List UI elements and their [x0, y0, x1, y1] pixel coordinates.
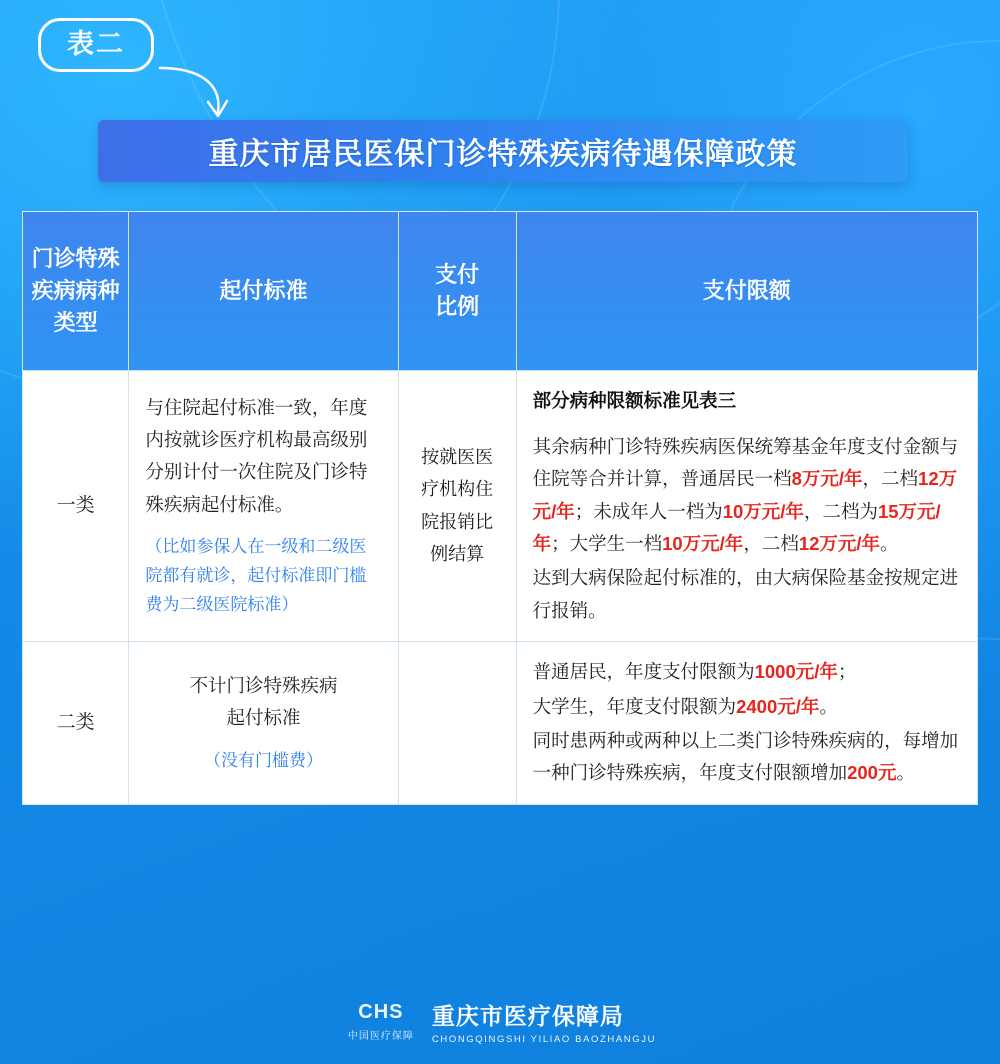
limit-paragraph-1: 其余病种门诊特殊疾病医保统筹基金年度支付金额与住院等合并计算，普通居民一档8万元/年，二档12万元/年；未成年人一档为10万元/年，二档为15万元/年；大学生一档10万元/年，二档12万元/年。 [532, 435, 959, 554]
highlight-amount: 12万元/年 [532, 468, 958, 522]
highlight-amount: 10万元/年 [662, 533, 744, 554]
deductible-note-text: （比如参保人在一级和二级医院都有就诊，起付标准即门槛费为二级医院标准） [145, 537, 367, 614]
cell-limit-class1 [516, 370, 977, 642]
curved-arrow-icon [156, 62, 236, 124]
column-header-ratio: 支付 比例 [398, 212, 516, 370]
highlight-amount: 10万元/年 [722, 500, 804, 522]
cell-ratio-class2 [398, 642, 516, 804]
badge-container [38, 18, 258, 114]
limit-paragraph-1: 普通居民，年度支付限额为1000元/年； [532, 661, 857, 683]
limit-paragraph-3: 同时患两种或两种以上二类门诊特殊疾病的，每增加一种门诊特殊疾病，年度支付限额增加200元。 [532, 729, 959, 784]
deductible-main-text: 不计门诊特殊疾病 起付标准 [189, 675, 338, 729]
table-header-row [23, 212, 977, 370]
highlight-amount: 15万元/年 [532, 500, 941, 554]
cell-type-class1: 一类 [23, 370, 129, 642]
cell-deductible-class1 [129, 370, 398, 642]
limit-title-text: 部分病种限额标准见表三 [532, 389, 737, 411]
chs-logo-icon [344, 993, 418, 1049]
cell-limit-class2 [516, 642, 977, 804]
footer-org [432, 998, 656, 1045]
column-header-deductible: 起付标准 [129, 212, 398, 370]
page-title-text: 重庆市居民医保门诊特殊疾病待遇保障政策 [208, 138, 798, 171]
column-header-type: 门诊特殊 疾病病种 类型 [23, 212, 129, 370]
chs-logo-mark: CHS [358, 1000, 404, 1023]
deductible-main-text: 与住院起付标准一致，年度内按就诊医疗机构最高级别分别计付一次住院及门诊特殊疾病起付标准。 [145, 396, 368, 515]
highlight-amount: 8万元/年 [791, 468, 863, 490]
highlight-amount: 1000元/年 [754, 661, 838, 683]
policy-table [22, 211, 978, 805]
highlight-amount: 12万元/年 [798, 533, 881, 554]
cell-type-class2: 二类 [23, 642, 129, 804]
footer-org-name-en: CHONGQINGSHI YILIAO BAOZHANGJU [431, 1033, 657, 1045]
column-header-limit: 支付限额 [516, 212, 977, 370]
table-row [23, 370, 977, 642]
cell-deductible-class2 [129, 642, 398, 804]
highlight-amount: 200元 [847, 762, 897, 784]
limit-paragraph-2: 大学生，年度支付限额为2400元/年。 [532, 695, 838, 717]
footer-org-name-cn: 重庆市医疗保障局 [431, 1002, 624, 1029]
page-title [98, 120, 908, 182]
footer [0, 988, 1000, 1054]
table-badge: 表二 [38, 18, 154, 72]
chs-logo-subtitle: 中国医疗保障 [347, 1030, 414, 1042]
limit-paragraph-2: 达到大病保险起付标准的，由大病保险基金按规定进行报销。 [532, 567, 959, 621]
cell-ratio-class1: 按就医医疗机构住院报销比例结算 [398, 370, 516, 642]
deductible-note-text: （没有门槛费） [204, 750, 324, 770]
highlight-amount: 2400元/年 [736, 695, 820, 717]
table-row [23, 642, 977, 804]
